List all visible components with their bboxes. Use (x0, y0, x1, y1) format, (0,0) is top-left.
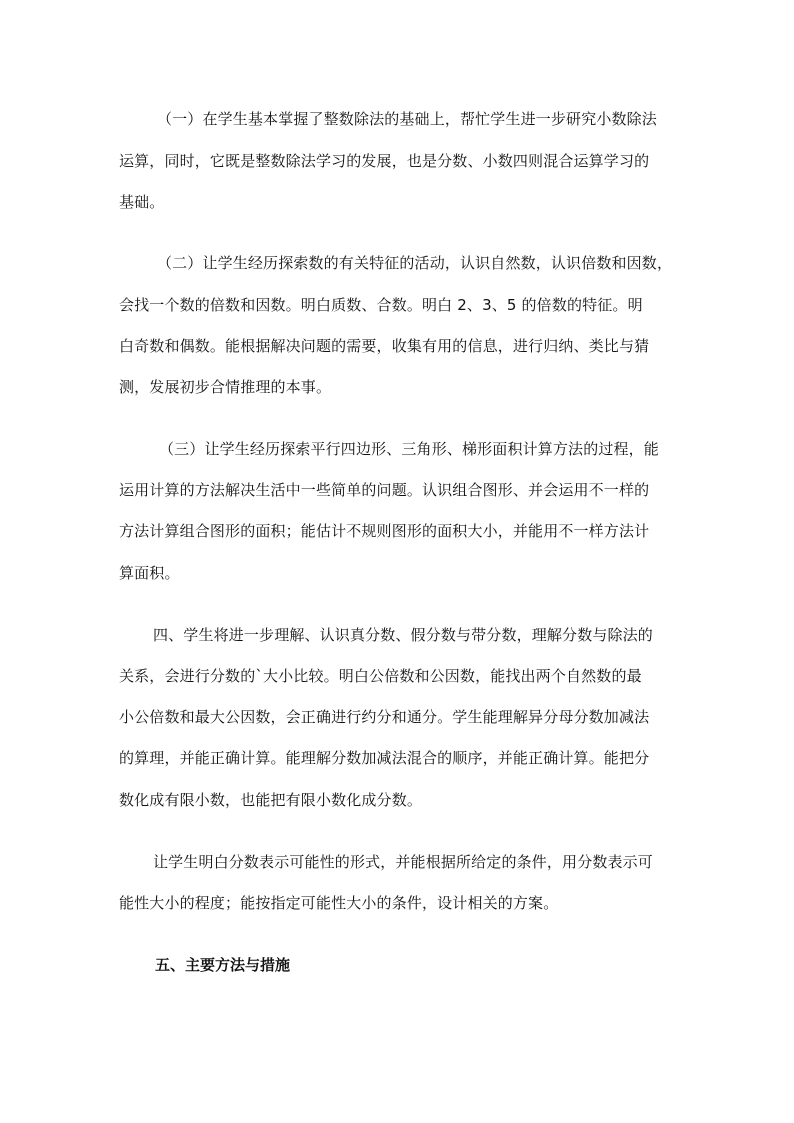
paragraph-4-line-3: 小公倍数和最大公因数，会正确进行约分和通分。学生能理解异分母分数加减法 (119, 708, 650, 726)
paragraph-3-line-3: 方法计算组合图形的面积；能估计不规则图形的面积大小，并能用不一样方法计 (119, 522, 650, 540)
paragraph-2-line-1: （二）让学生经历探索数的有关特征的活动，认识自然数，认识倍数和因数， (157, 254, 673, 272)
paragraph-1-line-1: （一）在学生基本掌握了整数除法的基础上，帮忙学生进一步研究小数除法 (157, 110, 657, 128)
paragraph-4-line-1: 四、学生将进一步理解、认识真分数、假分数与带分数，理解分数与除法的 (153, 626, 653, 644)
paragraph-4-line-2: 关系，会进行分数的`大小比较。明白公倍数和公因数，能找出两个自然数的最 (119, 667, 642, 685)
paragraph-1-line-3: 基础。 (119, 193, 165, 211)
paragraph-2-line-3: 白奇数和偶数。能根据解决问题的需要，收集有用的信息，进行归纳、类比与猜 (119, 337, 650, 355)
paragraph-3-line-4: 算面积。 (119, 564, 180, 582)
paragraph-3-line-2: 运用计算的方法解决生活中一些简单的问题。认识组合图形、并会运用不一样的 (119, 481, 650, 499)
paragraph-5-line-2: 能性大小的程度；能按指定可能性大小的条件，设计相关的方案。 (119, 894, 559, 912)
paragraph-1-line-2: 运算，同时，它既是整数除法学习的发展，也是分数、小数四则混合运算学习的 (119, 152, 650, 170)
paragraph-2-line-2: 会找一个数的倍数和因数。明白质数、合数。明白 2、3、5 的倍数的特征。明 (119, 296, 643, 314)
paragraph-5-line-1: 让学生明白分数表示可能性的形式，并能根据所给定的条件，用分数表示可 (153, 853, 653, 871)
section-heading: 五、主要方法与措施 (155, 956, 291, 974)
paragraph-2-line-4: 测，发展初步合情推理的本事。 (119, 378, 332, 396)
paragraph-4-line-5: 数化成有限小数，也能把有限小数化成分数。 (119, 791, 423, 809)
paragraph-3-line-1: （三）让学生经历探索平行四边形、三角形、梯形面积计算方法的过程，能 (159, 440, 659, 458)
paragraph-4-line-4: 的算理，并能正确计算。能理解分数加减法混合的顺序，并能正确计算。能把分 (119, 749, 650, 767)
